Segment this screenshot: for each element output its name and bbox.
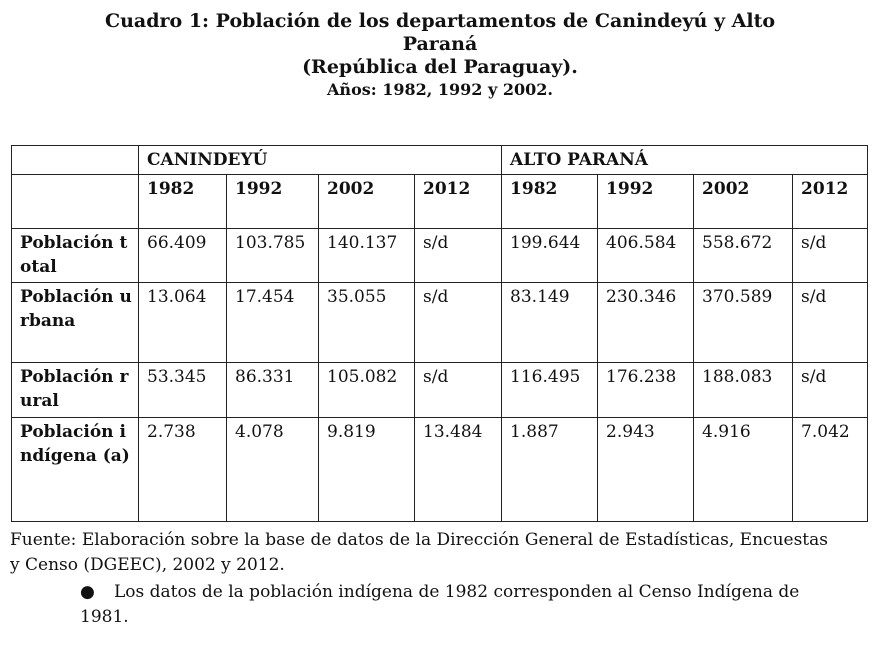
row-label: Población urbana	[12, 283, 139, 363]
year-header: 1992	[598, 175, 694, 229]
document-title	[0, 10, 880, 101]
year-header: 1982	[502, 175, 598, 229]
table-cell: 176.238	[598, 363, 694, 418]
table-cell: 86.331	[227, 363, 319, 418]
footnote-text: Los datos de la población indígena de 1982 corresponden al Censo Indígena de 1981.	[80, 582, 800, 627]
title-line-1: Cuadro 1: Población de los departamentos de Canindeyú y Alto	[104, 10, 776, 32]
table-cell: 558.672	[694, 229, 793, 283]
table-cell: 9.819	[319, 418, 415, 522]
year-header: 2012	[415, 175, 502, 229]
table-row	[12, 283, 868, 363]
table-cell: 13.484	[415, 418, 502, 522]
table-cell: s/d	[415, 229, 502, 283]
table-cell: s/d	[793, 363, 868, 418]
row-label: Población rural	[12, 363, 139, 418]
table-cell: 103.785	[227, 229, 319, 283]
table-cell: 199.644	[502, 229, 598, 283]
table-cell: s/d	[415, 283, 502, 363]
table-row	[12, 418, 868, 522]
table-cell: 66.409	[139, 229, 227, 283]
table-cell: 2.943	[598, 418, 694, 522]
year-header: 1982	[139, 175, 227, 229]
table-cell: 83.149	[502, 283, 598, 363]
table-cell: 2.738	[139, 418, 227, 522]
table-cell: 188.083	[694, 363, 793, 418]
table-corner-cell	[12, 146, 139, 175]
table-cell: 406.584	[598, 229, 694, 283]
table-cell: 13.064	[139, 283, 227, 363]
group-header-canindeyu: CANINDEYÚ	[139, 146, 502, 175]
table-cell: 53.345	[139, 363, 227, 418]
table-cell: 116.495	[502, 363, 598, 418]
table-corner-cell-2	[12, 175, 139, 229]
table-cell: 4.078	[227, 418, 319, 522]
source-note: Fuente: Elaboración sobre la base de datos de la Dirección General de Estadísticas, Encuestas y Censo (DGEEC), 2002 y 2012.	[10, 530, 828, 575]
table-group-header-row	[12, 146, 868, 175]
footnote-item	[80, 580, 840, 630]
table-cell: 140.137	[319, 229, 415, 283]
table-cell: 230.346	[598, 283, 694, 363]
table-cell: s/d	[793, 283, 868, 363]
table-cell: s/d	[415, 363, 502, 418]
bullet-icon: ●	[80, 582, 95, 602]
row-label: Población total	[12, 229, 139, 283]
table-year-header-row	[12, 175, 868, 229]
table-cell: 105.082	[319, 363, 415, 418]
table-cell: 1.887	[502, 418, 598, 522]
group-header-alto-parana: ALTO PARANÁ	[502, 146, 868, 175]
title-line-2: Paraná	[402, 33, 478, 55]
population-table	[11, 145, 868, 522]
year-header: 2002	[319, 175, 415, 229]
year-header: 1992	[227, 175, 319, 229]
title-years: Años: 1982, 1992 y 2002.	[327, 80, 553, 99]
year-header: 2012	[793, 175, 868, 229]
table-cell: s/d	[793, 229, 868, 283]
table-row	[12, 229, 868, 283]
table-cell: 35.055	[319, 283, 415, 363]
table-row	[12, 363, 868, 418]
table-cell: 17.454	[227, 283, 319, 363]
title-line-3: (República del Paraguay).	[302, 56, 578, 78]
table-cell: 370.589	[694, 283, 793, 363]
row-label: Población indígena (a)	[12, 418, 139, 522]
table-cell: 7.042	[793, 418, 868, 522]
year-header: 2002	[694, 175, 793, 229]
table-cell: 4.916	[694, 418, 793, 522]
